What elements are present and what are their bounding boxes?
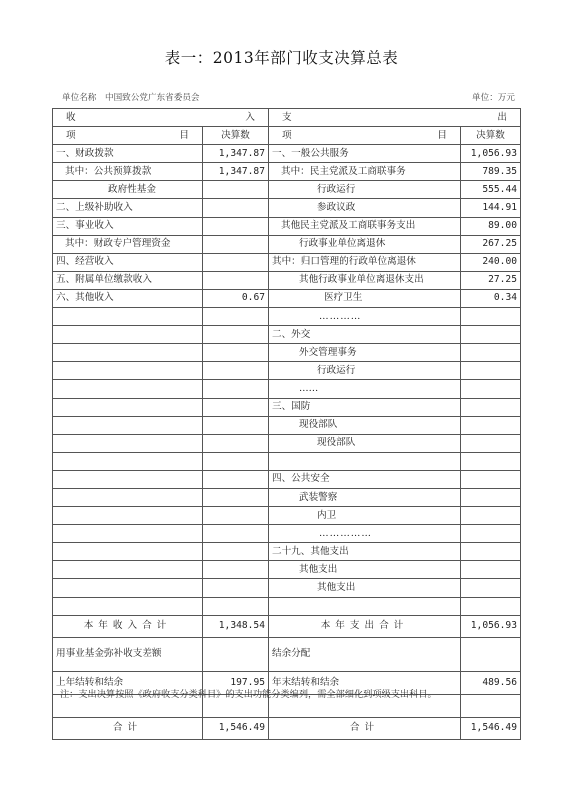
expense-item: 外交管理事务 [269,344,461,362]
table-row [53,271,521,289]
income-item: 其中：财政专户管理资金 [53,235,203,253]
table-row [53,416,521,434]
fund-value [203,637,269,671]
table-row [53,597,521,615]
expense-item: 其他支出 [269,579,461,597]
end-carryover-value: 489.56 [461,671,521,694]
income-item [53,326,203,344]
header-row-section [53,109,521,127]
income-item: 四、经营收入 [53,253,203,271]
income-amount [203,561,269,579]
expense-item: 现役部队 [269,416,461,434]
expense-amount [461,597,521,615]
table-row [53,434,521,452]
expense-amount: 789.35 [461,163,521,181]
income-amount [203,271,269,289]
expense-item [269,597,461,615]
income-amount [203,597,269,615]
expense-amount [461,452,521,470]
income-amount: 0.67 [203,289,269,307]
income-item [53,543,203,561]
expense-item: 其他支出 [269,561,461,579]
expense-header: 支 出 [269,109,521,127]
fund-row [53,637,521,671]
total-expense-value: 1,546.49 [461,717,521,739]
income-amount: 1,347.87 [203,163,269,181]
surplus-label: 结余分配 [269,637,461,671]
expense-amount [461,398,521,416]
income-item [53,525,203,543]
income-item [53,416,203,434]
expense-amount: 555.44 [461,181,521,199]
table-row [53,561,521,579]
table-row [53,344,521,362]
income-item [53,380,203,398]
expense-amount: 144.91 [461,199,521,217]
expense-item: 医疗卫生 [269,289,461,307]
income-item: 二、上级补助收入 [53,199,203,217]
income-item [53,362,203,380]
expense-item: ………… [269,308,461,326]
income-amount [203,452,269,470]
year-expense-label: 本年支出合计 [269,615,461,637]
income-item-header: 项 目 [53,127,203,145]
income-amount [203,416,269,434]
table-row [53,145,521,163]
income-amount [203,199,269,217]
year-expense-value: 1,056.93 [461,615,521,637]
fund-label: 用事业基金弥补收支差额 [53,637,203,671]
expense-item: 其他行政事业单位离退休支出 [269,271,461,289]
income-amount [203,543,269,561]
table-row [53,398,521,416]
expense-amount [461,308,521,326]
table-row [53,253,521,271]
end-carryover-label: 年末结转和结余 [269,671,461,694]
expense-item: 其中：归口管理的行政单位离退休 [269,253,461,271]
income-item [53,452,203,470]
income-amount [203,326,269,344]
expense-item: 其中：民主党派及工商联事务 [269,163,461,181]
income-amount [203,579,269,597]
expense-item: 二、外交 [269,326,461,344]
expense-item: 行政事业单位离退休 [269,235,461,253]
grand-total-row [53,717,521,739]
income-item [53,488,203,506]
income-item: 一、财政拨款 [53,145,203,163]
expense-item: 内卫 [269,507,461,525]
table-row [53,235,521,253]
income-item: 三、事业收入 [53,217,203,235]
income-amount [203,488,269,506]
expense-amount [461,470,521,488]
table-row [53,308,521,326]
total-income-value: 1,546.49 [203,717,269,739]
income-item [53,344,203,362]
expense-item: 四、公共安全 [269,470,461,488]
table-row [53,217,521,235]
total-income-label: 合计 [53,717,203,739]
income-item: 政府性基金 [53,181,203,199]
income-amount: 1,347.87 [203,145,269,163]
income-amount [203,253,269,271]
income-amount [203,380,269,398]
income-amount [203,217,269,235]
expense-amount-header: 决算数 [461,127,521,145]
expense-item: 三、国防 [269,398,461,416]
surplus-value [461,637,521,671]
table-row [53,199,521,217]
expense-amount [461,579,521,597]
year-total-row [53,615,521,637]
table-row [53,362,521,380]
header-row-columns [53,127,521,145]
income-amount [203,507,269,525]
table-row [53,452,521,470]
expense-amount: 0.34 [461,289,521,307]
income-amount [203,181,269,199]
income-item [53,597,203,615]
expense-item: 二十九、其他支出 [269,543,461,561]
expense-amount [461,543,521,561]
table-row [53,289,521,307]
income-item: 五、附属单位缴款收入 [53,271,203,289]
table-row [53,163,521,181]
income-amount [203,434,269,452]
expense-amount [461,344,521,362]
prev-carryover-label: 上年结转和结余 [53,671,203,694]
table-row [53,579,521,597]
expense-item: 行政运行 [269,181,461,199]
expense-amount: 27.25 [461,271,521,289]
income-amount [203,525,269,543]
expense-amount [461,416,521,434]
income-item [53,507,203,525]
expense-amount: 89.00 [461,217,521,235]
expense-item [269,452,461,470]
expense-item: …………… [269,525,461,543]
income-item: 其中：公共预算拨款 [53,163,203,181]
expense-amount: 240.00 [461,253,521,271]
expense-item: 其他民主党派及工商联事务支出 [269,217,461,235]
expense-amount [461,434,521,452]
prev-carryover-value: 197.95 [203,671,269,694]
expense-amount [461,561,521,579]
expense-amount [461,488,521,506]
income-amount [203,362,269,380]
expense-amount: 1,056.93 [461,145,521,163]
expense-item: 参政议政 [269,199,461,217]
unit-name: 单位名称 中国致公党广东省委员会 [62,93,200,103]
summary-table [52,108,521,740]
expense-item: 武装警察 [269,488,461,506]
income-amount [203,470,269,488]
unit-label: 单位：万元 [472,93,515,103]
expense-amount [461,380,521,398]
income-item [53,434,203,452]
income-amount-header: 决算数 [203,127,269,145]
expense-amount [461,525,521,543]
year-income-value: 1,348.54 [203,615,269,637]
expense-amount [461,507,521,525]
expense-item: 行政运行 [269,362,461,380]
table-row [53,181,521,199]
table-row [53,326,521,344]
footnote: 注：支出决算按照《政府收支分类科目》的支出功能分类编列，需全部细化到项级支出科目。 [60,689,437,700]
expense-item: 一、一般公共服务 [269,145,461,163]
expense-amount [461,362,521,380]
income-item [53,308,203,326]
expense-amount [461,326,521,344]
table-row [53,380,521,398]
table-row [53,507,521,525]
income-amount [203,398,269,416]
expense-item: 现役部队 [269,434,461,452]
income-header: 收 入 [53,109,269,127]
expense-amount: 267.25 [461,235,521,253]
income-amount [203,308,269,326]
income-item [53,398,203,416]
year-income-label: 本年收入合计 [53,615,203,637]
income-amount [203,235,269,253]
income-amount [203,344,269,362]
income-item [53,561,203,579]
expense-item-header: 项 目 [269,127,461,145]
total-expense-label: 合计 [269,717,461,739]
page-title: 表一：2013年部门收支决算总表 [164,49,399,67]
income-item [53,579,203,597]
table-row [53,543,521,561]
table-row [53,525,521,543]
table-row [53,470,521,488]
income-item: 六、其他收入 [53,289,203,307]
table-row [53,488,521,506]
expense-item: …… [269,380,461,398]
income-item [53,470,203,488]
